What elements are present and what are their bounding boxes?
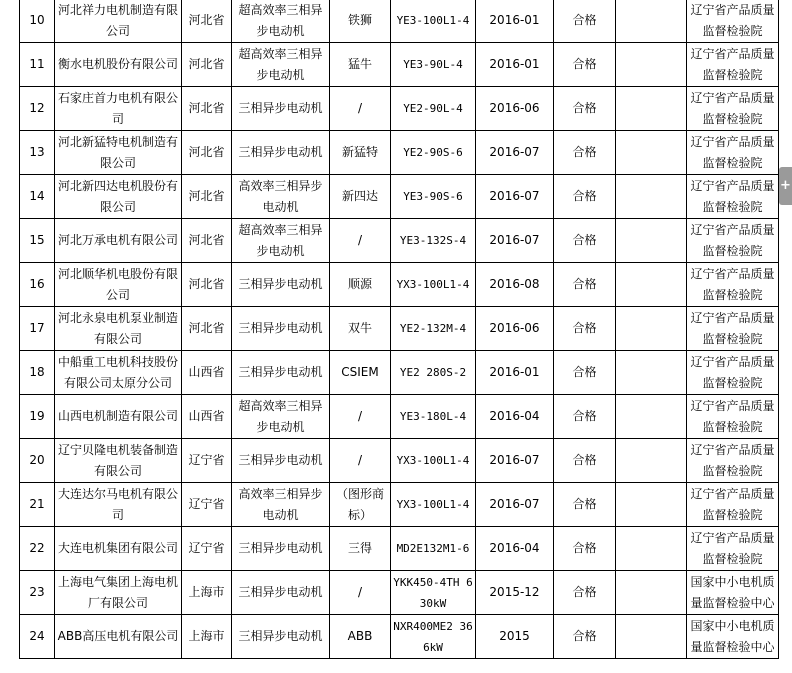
cell-no: 18 bbox=[20, 351, 55, 395]
cell-company: 衡水电机股份有限公司 bbox=[55, 43, 182, 87]
cell-model: NXR400ME2 366kW bbox=[391, 615, 476, 659]
table-row bbox=[20, 131, 779, 175]
cell-date: 2016-08 bbox=[476, 263, 554, 307]
table-row bbox=[20, 571, 779, 615]
cell-product: 三相异步电动机 bbox=[232, 571, 330, 615]
cell-brand: 顺源 bbox=[330, 263, 391, 307]
cell-province: 河北省 bbox=[182, 0, 232, 43]
table-row bbox=[20, 395, 779, 439]
cell-model: YX3-100L1-4 bbox=[391, 483, 476, 527]
cell-result: 合格 bbox=[554, 43, 616, 87]
cell-company: 河北万承电机有限公司 bbox=[55, 219, 182, 263]
cell-product: 三相异步电动机 bbox=[232, 131, 330, 175]
cell-company: 河北顺华机电股份有限公司 bbox=[55, 263, 182, 307]
cell-date: 2016-06 bbox=[476, 307, 554, 351]
cell-model: YE2 280S-2 bbox=[391, 351, 476, 395]
cell-product: 超高效率三相异步电动机 bbox=[232, 395, 330, 439]
cell-province: 河北省 bbox=[182, 87, 232, 131]
cell-no: 17 bbox=[20, 307, 55, 351]
cell-company: 石家庄首力电机有限公司 bbox=[55, 87, 182, 131]
table-row bbox=[20, 439, 779, 483]
cell-agency: 辽宁省产品质量监督检验院 bbox=[687, 87, 779, 131]
cell-company: 中船重工电机科技股份有限公司太原分公司 bbox=[55, 351, 182, 395]
table-row bbox=[20, 87, 779, 131]
cell-no: 12 bbox=[20, 87, 55, 131]
cell-company: 山西电机制造有限公司 bbox=[55, 395, 182, 439]
table-row bbox=[20, 0, 779, 43]
cell-no: 20 bbox=[20, 439, 55, 483]
cell-model: YE2-90L-4 bbox=[391, 87, 476, 131]
cell-company: 河北新猛特电机制造有限公司 bbox=[55, 131, 182, 175]
cell-date: 2016-01 bbox=[476, 43, 554, 87]
table-row bbox=[20, 43, 779, 87]
cell-result: 合格 bbox=[554, 219, 616, 263]
cell-note bbox=[616, 483, 687, 527]
cell-company: 河北祥力电机制造有限公司 bbox=[55, 0, 182, 43]
cell-agency: 辽宁省产品质量监督检验院 bbox=[687, 131, 779, 175]
cell-brand: / bbox=[330, 439, 391, 483]
cell-product: 高效率三相异步电动机 bbox=[232, 175, 330, 219]
cell-agency: 辽宁省产品质量监督检验院 bbox=[687, 43, 779, 87]
cell-brand: CSIEM bbox=[330, 351, 391, 395]
cell-model: YE2-132M-4 bbox=[391, 307, 476, 351]
cell-agency: 辽宁省产品质量监督检验院 bbox=[687, 307, 779, 351]
cell-province: 河北省 bbox=[182, 175, 232, 219]
cell-product: 三相异步电动机 bbox=[232, 527, 330, 571]
cell-no: 16 bbox=[20, 263, 55, 307]
cell-date: 2016-07 bbox=[476, 483, 554, 527]
cell-result: 合格 bbox=[554, 615, 616, 659]
cell-agency: 辽宁省产品质量监督检验院 bbox=[687, 483, 779, 527]
cell-brand: 猛牛 bbox=[330, 43, 391, 87]
cell-model: YE2-90S-6 bbox=[391, 131, 476, 175]
cell-no: 13 bbox=[20, 131, 55, 175]
cell-product: 超高效率三相异步电动机 bbox=[232, 43, 330, 87]
cell-province: 上海市 bbox=[182, 615, 232, 659]
cell-province: 山西省 bbox=[182, 395, 232, 439]
cell-result: 合格 bbox=[554, 571, 616, 615]
cell-agency: 国家中小电机质量监督检验中心 bbox=[687, 571, 779, 615]
cell-company: 上海电气集团上海电机厂有限公司 bbox=[55, 571, 182, 615]
cell-brand: 双牛 bbox=[330, 307, 391, 351]
cell-agency: 辽宁省产品质量监督检验院 bbox=[687, 219, 779, 263]
cell-result: 合格 bbox=[554, 175, 616, 219]
cell-province: 河北省 bbox=[182, 263, 232, 307]
cell-note bbox=[616, 131, 687, 175]
cell-no: 15 bbox=[20, 219, 55, 263]
cell-date: 2016-04 bbox=[476, 527, 554, 571]
cell-no: 10 bbox=[20, 0, 55, 43]
cell-date: 2015 bbox=[476, 615, 554, 659]
cell-no: 23 bbox=[20, 571, 55, 615]
cell-company: ABB高压电机有限公司 bbox=[55, 615, 182, 659]
cell-product: 三相异步电动机 bbox=[232, 263, 330, 307]
table-row bbox=[20, 263, 779, 307]
cell-note bbox=[616, 175, 687, 219]
cell-result: 合格 bbox=[554, 483, 616, 527]
cell-brand: / bbox=[330, 395, 391, 439]
cell-agency: 辽宁省产品质量监督检验院 bbox=[687, 175, 779, 219]
cell-note bbox=[616, 351, 687, 395]
cell-result: 合格 bbox=[554, 527, 616, 571]
table-row bbox=[20, 527, 779, 571]
cell-result: 合格 bbox=[554, 0, 616, 43]
cell-agency: 辽宁省产品质量监督检验院 bbox=[687, 527, 779, 571]
cell-result: 合格 bbox=[554, 263, 616, 307]
cell-company: 河北新四达电机股份有限公司 bbox=[55, 175, 182, 219]
cell-result: 合格 bbox=[554, 439, 616, 483]
cell-note bbox=[616, 571, 687, 615]
cell-date: 2016-01 bbox=[476, 0, 554, 43]
cell-result: 合格 bbox=[554, 131, 616, 175]
cell-province: 河北省 bbox=[182, 131, 232, 175]
cell-province: 山西省 bbox=[182, 351, 232, 395]
cell-model: YKK450-4TH 630kW bbox=[391, 571, 476, 615]
cell-brand: ABB bbox=[330, 615, 391, 659]
cell-note bbox=[616, 615, 687, 659]
cell-result: 合格 bbox=[554, 351, 616, 395]
cell-model: YE3-180L-4 bbox=[391, 395, 476, 439]
cell-model: YE3-132S-4 bbox=[391, 219, 476, 263]
cell-note bbox=[616, 395, 687, 439]
cell-no: 21 bbox=[20, 483, 55, 527]
cell-company: 河北永泉电机泵业制造有限公司 bbox=[55, 307, 182, 351]
cell-province: 辽宁省 bbox=[182, 527, 232, 571]
cell-product: 超高效率三相异步电动机 bbox=[232, 0, 330, 43]
cell-model: YX3-100L1-4 bbox=[391, 439, 476, 483]
cell-product: 三相异步电动机 bbox=[232, 87, 330, 131]
cell-date: 2016-06 bbox=[476, 87, 554, 131]
cell-note bbox=[616, 219, 687, 263]
cell-date: 2015-12 bbox=[476, 571, 554, 615]
cell-brand: / bbox=[330, 571, 391, 615]
table-row bbox=[20, 483, 779, 527]
table-row bbox=[20, 307, 779, 351]
cell-product: 三相异步电动机 bbox=[232, 307, 330, 351]
table-row bbox=[20, 351, 779, 395]
cell-brand: 新四达 bbox=[330, 175, 391, 219]
cell-province: 河北省 bbox=[182, 43, 232, 87]
cell-no: 22 bbox=[20, 527, 55, 571]
cell-agency: 辽宁省产品质量监督检验院 bbox=[687, 0, 779, 43]
cell-province: 上海市 bbox=[182, 571, 232, 615]
cell-company: 辽宁贝隆电机装备制造有限公司 bbox=[55, 439, 182, 483]
cell-date: 2016-07 bbox=[476, 175, 554, 219]
cell-province: 辽宁省 bbox=[182, 439, 232, 483]
cell-product: 三相异步电动机 bbox=[232, 615, 330, 659]
cell-model: YX3-100L1-4 bbox=[391, 263, 476, 307]
cell-brand: 三得 bbox=[330, 527, 391, 571]
cell-brand: 铁狮 bbox=[330, 0, 391, 43]
expand-side-panel-button[interactable]: + bbox=[779, 167, 792, 205]
cell-date: 2016-07 bbox=[476, 131, 554, 175]
cell-no: 19 bbox=[20, 395, 55, 439]
cell-no: 24 bbox=[20, 615, 55, 659]
cell-brand: （图形商标） bbox=[330, 483, 391, 527]
cell-agency: 辽宁省产品质量监督检验院 bbox=[687, 439, 779, 483]
inspection-results-table bbox=[19, 0, 779, 659]
cell-note bbox=[616, 87, 687, 131]
cell-province: 辽宁省 bbox=[182, 483, 232, 527]
cell-model: YE3-90L-4 bbox=[391, 43, 476, 87]
cell-model: YE3-100L1-4 bbox=[391, 0, 476, 43]
cell-product: 超高效率三相异步电动机 bbox=[232, 219, 330, 263]
cell-note bbox=[616, 43, 687, 87]
cell-province: 河北省 bbox=[182, 219, 232, 263]
cell-company: 大连电机集团有限公司 bbox=[55, 527, 182, 571]
cell-no: 11 bbox=[20, 43, 55, 87]
cell-note bbox=[616, 307, 687, 351]
cell-product: 高效率三相异步电动机 bbox=[232, 483, 330, 527]
table-row bbox=[20, 175, 779, 219]
cell-note bbox=[616, 263, 687, 307]
cell-date: 2016-04 bbox=[476, 395, 554, 439]
cell-note bbox=[616, 439, 687, 483]
cell-no: 14 bbox=[20, 175, 55, 219]
cell-date: 2016-07 bbox=[476, 219, 554, 263]
cell-result: 合格 bbox=[554, 87, 616, 131]
cell-model: MD2E132M1-6 bbox=[391, 527, 476, 571]
cell-brand: / bbox=[330, 219, 391, 263]
cell-province: 河北省 bbox=[182, 307, 232, 351]
cell-brand: 新猛特 bbox=[330, 131, 391, 175]
cell-agency: 辽宁省产品质量监督检验院 bbox=[687, 395, 779, 439]
cell-company: 大连达尔马电机有限公司 bbox=[55, 483, 182, 527]
cell-brand: / bbox=[330, 87, 391, 131]
cell-date: 2016-07 bbox=[476, 439, 554, 483]
cell-note bbox=[616, 527, 687, 571]
table-row bbox=[20, 219, 779, 263]
cell-agency: 辽宁省产品质量监督检验院 bbox=[687, 263, 779, 307]
cell-note bbox=[616, 0, 687, 43]
cell-agency: 国家中小电机质量监督检验中心 bbox=[687, 615, 779, 659]
table-row bbox=[20, 615, 779, 659]
cell-date: 2016-01 bbox=[476, 351, 554, 395]
cell-product: 三相异步电动机 bbox=[232, 351, 330, 395]
cell-product: 三相异步电动机 bbox=[232, 439, 330, 483]
cell-result: 合格 bbox=[554, 307, 616, 351]
cell-agency: 辽宁省产品质量监督检验院 bbox=[687, 351, 779, 395]
cell-model: YE3-90S-6 bbox=[391, 175, 476, 219]
cell-result: 合格 bbox=[554, 395, 616, 439]
